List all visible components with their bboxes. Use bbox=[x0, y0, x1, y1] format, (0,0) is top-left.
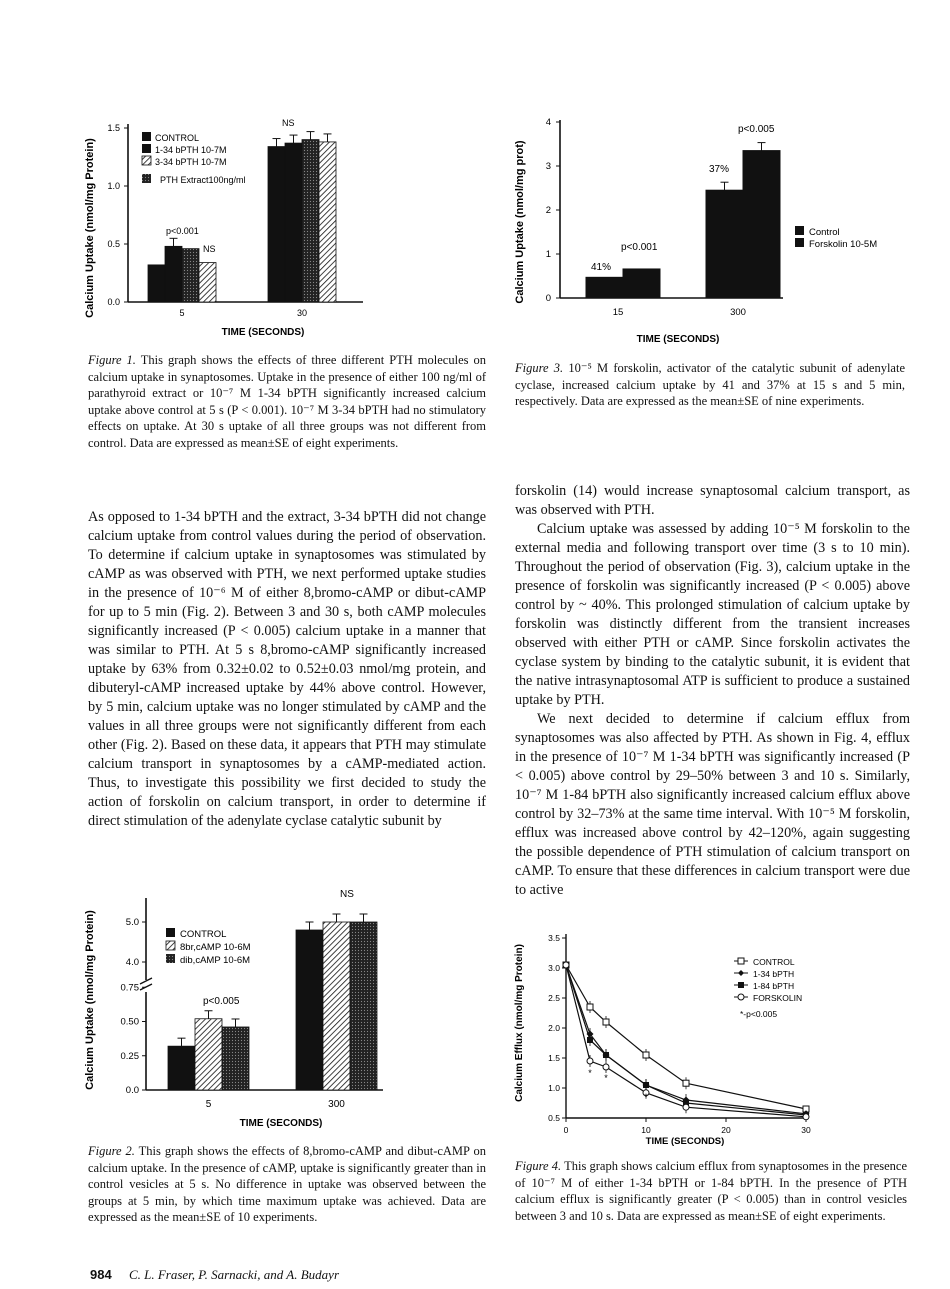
fig3-caption-label: Figure 3. bbox=[515, 361, 564, 375]
fig1-bar bbox=[182, 249, 199, 302]
fig4-legend-184: 1-84 bPTH bbox=[753, 981, 795, 991]
fig2-x-tick-label: 5 bbox=[205, 1099, 212, 1110]
fig2-annot-ns: NS bbox=[340, 889, 354, 900]
fig4-x-tick-label: 30 bbox=[801, 1125, 811, 1135]
fig1-caption bbox=[88, 352, 486, 451]
fig2-legend-8br: 8br,cAMP 10-6M bbox=[180, 942, 251, 953]
fig1-bar bbox=[268, 147, 285, 302]
fig4-significance-marker: * bbox=[644, 1092, 648, 1102]
fig2-bar bbox=[296, 930, 323, 1090]
fig3-y-tick-label: 1 bbox=[545, 249, 551, 260]
fig1-legend-134: 1-34 bPTH 10-7M bbox=[155, 145, 227, 155]
fig2-y-tick-label: 0.50 bbox=[120, 1016, 139, 1028]
fig2-legend bbox=[166, 928, 251, 966]
fig3-annot-p15: p<0.001 bbox=[621, 242, 658, 253]
fig1-x-label: TIME (SECONDS) bbox=[221, 327, 305, 338]
left-paragraph: As opposed to 1-34 bPTH and the extract, 3-34 bPTH did not change calcium uptake from control values during the period of observation. To determine if calcium uptake in synaptosomes was stimulated by cAMP as was observed with PTH, we next performed uptake studies in the presence of 10⁻⁶ M of either 8,bromo-cAMP or dibut-cAMP for up to 5 min (Fig. 2). Between 3 and 30 s, both cAMP molecules significantly increased (P < 0.005) calcium uptake in a manner that was similar to PTH. At 5 s 8,bromo-cAMP significantly increased uptake by 63% from 0.32±0.02 to 0.52±0.03 nmol/mg protein, and dibuteryl-cAMP increased uptake by 44% above control. However, by 5 min, calcium uptake was no longer stimulated by cAMP and the values in all three groups were not significantly different from each other (Fig. 2). Based on these data, it appears that PTH may stimulate calcium transport in synaptosomes by a cAMP-mediated action. Thus, to investigate this possibility we first decided to study the action of forskolin on calcium transport, in order to determine if direct stimulation of the adenylate cyclase catalytic subunit by bbox=[88, 509, 486, 829]
fig4-y-tick-label: 2.5 bbox=[548, 993, 560, 1003]
fig3-bar bbox=[623, 269, 660, 298]
fig2-x-label: TIME (SECONDS) bbox=[239, 1118, 323, 1129]
fig4-caption-text: This graph shows calcium efflux from synaptosomes in the presence of 10⁻⁷ M of either 1-34 bPTH or 1-84 bPTH. In the presence of PTH calcium efflux is significantly greater (P < 0.005) than in control vesicles between 3 and 10 s. Data are expressed as mean±SE of eight experiments. bbox=[515, 1159, 908, 1223]
fig1-annot-p: p<0.001 bbox=[166, 226, 199, 236]
fig4-legend-control: CONTROL bbox=[753, 957, 795, 967]
fig4-y-tick-label: 0.5 bbox=[548, 1113, 560, 1123]
fig1-legend bbox=[142, 132, 246, 185]
fig4-y-tick-label: 1.0 bbox=[548, 1083, 560, 1093]
fig4-y-tick-label: 2.0 bbox=[548, 1023, 560, 1033]
fig4-point bbox=[587, 1058, 593, 1064]
fig4-legend-forskolin: FORSKOLIN bbox=[753, 993, 803, 1003]
fig3-legend-control: Control bbox=[809, 227, 840, 238]
fig1-bar bbox=[319, 142, 336, 302]
page-footer bbox=[90, 1267, 339, 1283]
figure-4 bbox=[508, 918, 828, 1150]
fig2-bar bbox=[222, 1027, 249, 1090]
fig1-legend-extract: PTH Extract100ng/ml bbox=[160, 175, 246, 185]
right-paragraph-2: Calcium uptake was assessed by adding 10⁻⁵ M forskolin to the external media and following transport over time (3 s to 10 min). Throughout the period of observation (Fig. 3), calcium uptake in the presence of forskolin was significantly increased (P < 0.005) above control by ~ 40%. This prolonged stimulation of calcium uptake by forskolin was distinctly different from the transient increases observed with either PTH or cAMP. Since forskolin activates the cyclase system by binding to the catalytic subunit, it is evident that the native intrasynaptosomal ATP is sufficient to produce a sustained uptake by PTH. bbox=[515, 521, 910, 708]
fig2-bar bbox=[350, 922, 377, 1090]
fig2-y-label: Calcium Uptake (nmol/mg Protein) bbox=[84, 910, 96, 1090]
fig4-point bbox=[587, 1037, 593, 1043]
fig1-y-label: Calcium Uptake (nmol/mg Protein) bbox=[84, 138, 96, 318]
fig3-bars bbox=[586, 143, 780, 298]
fig4-caption-label: Figure 4. bbox=[515, 1159, 562, 1173]
fig2-legend-control: CONTROL bbox=[180, 929, 227, 940]
fig3-x-tick-label: 300 bbox=[730, 307, 746, 318]
fig3-legend bbox=[795, 226, 877, 250]
figure-3 bbox=[508, 110, 918, 350]
fig2-y-tick-label: 0.0 bbox=[125, 1085, 139, 1096]
fig3-bar bbox=[586, 277, 623, 298]
fig1-bar bbox=[302, 140, 319, 302]
fig2-bar bbox=[195, 1019, 222, 1090]
fig4-x-tick-label: 20 bbox=[721, 1125, 731, 1135]
fig4-point bbox=[683, 1080, 689, 1086]
fig1-bar bbox=[148, 265, 165, 302]
fig3-y-tick-label: 0 bbox=[545, 293, 551, 304]
fig1-x-tick-label: 30 bbox=[296, 308, 308, 318]
fig3-caption-text: 10⁻⁵ M forskolin, activator of the catalytic subunit of adenylate cyclase, increased calcium uptake by 41 and 37% at 15 s and 5 min, respectively. Data are expressed as the mean±SE of nine experiments. bbox=[515, 361, 906, 408]
fig4-point bbox=[643, 1052, 649, 1058]
fig4-point bbox=[803, 1114, 809, 1120]
fig1-y-tick-label: 1.0 bbox=[107, 181, 120, 191]
fig3-annot-pct300: 37% bbox=[709, 164, 730, 175]
fig4-legend-sig: *-p<0.005 bbox=[740, 1009, 778, 1019]
fig4-legend bbox=[734, 957, 802, 1019]
author-line: C. L. Fraser, P. Sarnacki, and A. Budayr bbox=[128, 1267, 340, 1282]
fig3-annot-p300: p<0.005 bbox=[738, 124, 775, 135]
fig2-y-tick-label: 0.25 bbox=[120, 1050, 139, 1062]
right-column-text bbox=[515, 482, 910, 900]
fig1-caption-label: Figure 1. bbox=[88, 353, 136, 367]
fig3-caption bbox=[515, 360, 905, 410]
left-column-text bbox=[88, 508, 486, 831]
fig1-x-tick-label: 5 bbox=[179, 308, 185, 318]
fig1-bar bbox=[199, 263, 216, 302]
fig1-legend-334: 3-34 bPTH 10-7M bbox=[155, 157, 227, 167]
fig3-x-label: TIME (SECONDS) bbox=[636, 334, 720, 345]
fig2-bars bbox=[168, 914, 377, 1090]
fig4-x-tick-label: 10 bbox=[641, 1125, 651, 1135]
right-paragraph-1: forskolin (14) would increase synaptosomal calcium transport, as was observed with PTH. bbox=[515, 483, 910, 518]
fig3-y-tick-label: 4 bbox=[545, 117, 551, 128]
fig3-annot-pct15: 41% bbox=[591, 262, 612, 273]
fig2-caption-text: This graph shows the effects of 8,bromo-cAMP and dibut-cAMP on calcium uptake. In the presence of cAMP, uptake is significantly greater than in control vesicles at 5 s. No difference in uptake was observed between the groups at 5 min, by which time maximum uptake was achieved. Data are expressed as the mean±SE of 10 experiments. bbox=[88, 1144, 487, 1224]
fig4-point bbox=[563, 962, 569, 968]
fig3-x-tick-label: 15 bbox=[612, 307, 624, 318]
fig4-point bbox=[683, 1104, 689, 1110]
fig4-point bbox=[603, 1052, 609, 1058]
fig2-y-tick-label: 0.75 bbox=[120, 982, 139, 994]
fig3-y-label: Calcium Uptake (nmol/mg prot) bbox=[514, 140, 526, 304]
fig4-y-tick-label: 1.5 bbox=[548, 1053, 560, 1063]
fig4-point bbox=[603, 1019, 609, 1025]
fig1-annot-ns5: NS bbox=[203, 244, 216, 254]
fig2-bar bbox=[323, 922, 350, 1090]
right-paragraph-3: We next decided to determine if calcium efflux from synaptosomes was also affected by PTH. As shown in Fig. 4, efflux in the presence of 10⁻⁷ M 1-34 bPTH was significantly increased (P < 0.005) above control by 29–50% between 3 and 10 s. Similarly, 10⁻⁷ M 1-84 bPTH also significantly increased calcium efflux above control by 32–73% at the same time interval. With 10⁻⁵ M forskolin, efflux was increased above control by 42–120%, again suggesting the possible dependence of PTH stimulation of calcium transport on cAMP. To ensure that these differences in calcium transport were due to active bbox=[515, 711, 910, 898]
page-number: 984 bbox=[90, 1267, 112, 1282]
fig3-bar bbox=[706, 190, 743, 298]
fig1-y-tick-label: 0.0 bbox=[107, 297, 120, 307]
fig4-x-label: TIME (SECONDS) bbox=[645, 1136, 725, 1147]
fig4-significance-marker: * bbox=[588, 1068, 592, 1078]
fig4-y-tick-label: 3.5 bbox=[548, 933, 560, 943]
fig1-annot-ns30: NS bbox=[282, 118, 295, 128]
fig2-annot-p: p<0.005 bbox=[203, 996, 240, 1007]
fig4-legend-134: 1-34 bPTH bbox=[753, 969, 795, 979]
fig3-y-tick-label: 3 bbox=[545, 161, 551, 172]
fig1-bar bbox=[165, 246, 182, 302]
fig2-y-tick-label: 4.0 bbox=[125, 957, 139, 968]
fig4-y-label: Calcium Efflux (nmol/mg Protein) bbox=[514, 944, 525, 1102]
fig4-significance-marker: * bbox=[604, 1072, 608, 1083]
fig2-caption bbox=[88, 1143, 486, 1226]
figure-2 bbox=[78, 880, 398, 1140]
fig4-x-tick-label: 0 bbox=[563, 1125, 569, 1135]
fig2-legend-dib: dib,cAMP 10-6M bbox=[180, 955, 251, 966]
fig2-y-tick-label: 5.0 bbox=[125, 917, 139, 928]
fig4-caption bbox=[515, 1158, 907, 1224]
fig4-y-tick-label: 3.0 bbox=[548, 963, 560, 973]
fig1-legend-control: CONTROL bbox=[155, 133, 200, 143]
fig1-y-tick-label: 0.5 bbox=[107, 239, 120, 249]
fig2-x-tick-label: 300 bbox=[328, 1099, 345, 1110]
fig4-point bbox=[603, 1064, 609, 1070]
fig3-y-tick-label: 2 bbox=[545, 205, 551, 216]
fig1-bar bbox=[285, 143, 302, 302]
figure-1 bbox=[78, 110, 378, 350]
fig1-y-tick-label: 1.5 bbox=[107, 123, 120, 133]
fig3-legend-forskolin: Forskolin 10-5M bbox=[809, 239, 878, 250]
fig2-bar bbox=[168, 1046, 195, 1090]
fig4-point bbox=[587, 1004, 593, 1010]
fig3-bar bbox=[743, 151, 780, 298]
fig1-caption-text: This graph shows the effects of three different PTH molecules on calcium uptake in synaptosomes. Uptake in the presence of either 100 ng/ml of parathyroid extract or 10⁻⁷ M 1-34 bPTH significantly increased calcium uptake above control at 5 s (P < 0.001). 10⁻⁷ M 3-34 bPTH had no stimulatory effects on uptake. At 30 s uptake of all three groups was not different from control. Data are expressed as mean±SE of eight experiments. bbox=[88, 353, 486, 450]
fig2-caption-label: Figure 2. bbox=[88, 1144, 135, 1158]
